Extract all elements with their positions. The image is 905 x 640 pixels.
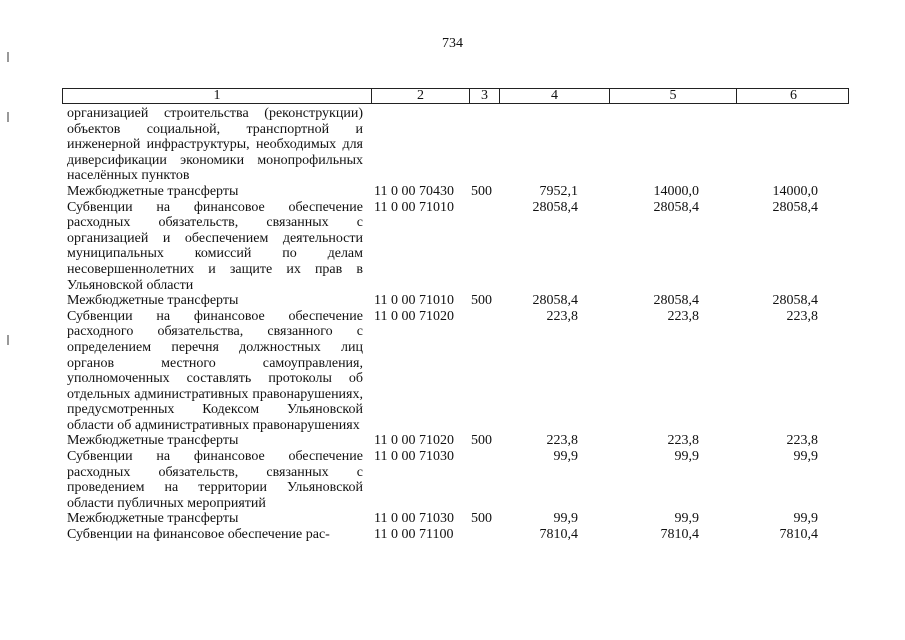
- row-code: 11 0 00 71100: [374, 527, 454, 543]
- row-value-col5: 223,8: [667, 433, 699, 449]
- row-value-col6: 223,8: [786, 308, 818, 324]
- row-value-col6: 7810,4: [779, 527, 818, 543]
- table-row: [0, 433, 905, 449]
- row-value-col6: 28058,4: [772, 293, 818, 309]
- table-row: [0, 200, 905, 294]
- row-value-col4: 7810,4: [539, 527, 578, 543]
- row-value-col4: 99,9: [553, 511, 578, 527]
- column-header-4: 4: [499, 89, 609, 103]
- row-value-col5: 99,9: [674, 449, 699, 465]
- row-code: 11 0 00 71020: [374, 308, 454, 324]
- row-value-col6: 28058,4: [772, 199, 818, 215]
- row-value-col4: 99,9: [553, 449, 578, 465]
- column-header-5: 5: [609, 89, 736, 103]
- row-description: Субвенции на финансовое обеспечение расходного обязательства, связанного с определением перечня должностных лиц органов местного самоуправления, уполномоченных составлять протоколы об отдельных административных правонарушениях, предусмотренных Кодексом Ульяновской области об административных правонарушениях: [67, 308, 363, 433]
- row-value-col6: 99,9: [793, 449, 818, 465]
- column-header-2: 2: [371, 89, 469, 103]
- row-code: 11 0 00 70430: [374, 183, 454, 199]
- row-code: 11 0 00 71010: [374, 293, 454, 309]
- row-description: Межбюджетные трансферты: [67, 293, 239, 309]
- row-description: Межбюджетные трансферты: [67, 183, 239, 199]
- row-value-col4: 223,8: [546, 308, 578, 324]
- table-header: [62, 88, 849, 104]
- row-value-col5: 99,9: [674, 511, 699, 527]
- row-type: 500: [471, 183, 492, 199]
- row-description: Межбюджетные трансферты: [67, 511, 239, 527]
- row-value-col6: 14000,0: [772, 183, 818, 199]
- row-value-col4: 28058,4: [532, 199, 578, 215]
- row-value-col5: 7810,4: [660, 527, 699, 543]
- row-description: организацией строительства (реконструкции) объектов социальной, транспортной и инженерной инфраструктуры, необходимых для диверсификации экономики монопрофильных населённых пунктов: [67, 106, 363, 184]
- table-row: [0, 184, 905, 200]
- row-type: 500: [471, 433, 492, 449]
- row-description: Межбюджетные трансферты: [67, 433, 239, 449]
- row-value-col4: 223,8: [546, 433, 578, 449]
- column-header-1: 1: [213, 88, 221, 103]
- scan-margin-mark: [7, 112, 9, 122]
- row-type: 500: [471, 511, 492, 527]
- row-code: 11 0 00 71030: [374, 449, 454, 465]
- table-row: [0, 527, 905, 543]
- table-body: [0, 106, 905, 543]
- table-row: [0, 293, 905, 309]
- row-value-col5: 223,8: [667, 308, 699, 324]
- row-code: 11 0 00 71020: [374, 433, 454, 449]
- table-row: [0, 309, 905, 434]
- page-number: 734: [442, 36, 463, 51]
- scan-margin-mark: [7, 52, 9, 62]
- row-value-col5: 28058,4: [653, 293, 699, 309]
- row-value-col6: 223,8: [786, 433, 818, 449]
- table-row: [0, 449, 905, 511]
- table-row: [0, 106, 905, 184]
- column-header-6: 6: [736, 89, 850, 103]
- scan-margin-mark: [7, 335, 9, 345]
- row-description: Субвенции на финансовое обеспечение расходных обязательств, связанных с проведением на территории Ульяновской области публичных мероприятий: [67, 449, 363, 511]
- row-code: 11 0 00 71010: [374, 199, 454, 215]
- row-value-col6: 99,9: [793, 511, 818, 527]
- row-description: Субвенции на финансовое обеспечение рас-: [67, 527, 330, 543]
- table-row: [0, 511, 905, 527]
- column-header-3: 3: [469, 89, 499, 103]
- row-value-col4: 7952,1: [539, 183, 578, 199]
- row-code: 11 0 00 71030: [374, 511, 454, 527]
- row-value-col5: 14000,0: [653, 183, 699, 199]
- row-type: 500: [471, 293, 492, 309]
- row-value-col5: 28058,4: [653, 199, 699, 215]
- row-description: Субвенции на финансовое обеспечение расходных обязательств, связанных с организацией и обеспечением деятельности муниципальных комиссий по делам несовершеннолетних и защите их прав в Ульяновской области: [67, 199, 363, 293]
- row-value-col4: 28058,4: [532, 293, 578, 309]
